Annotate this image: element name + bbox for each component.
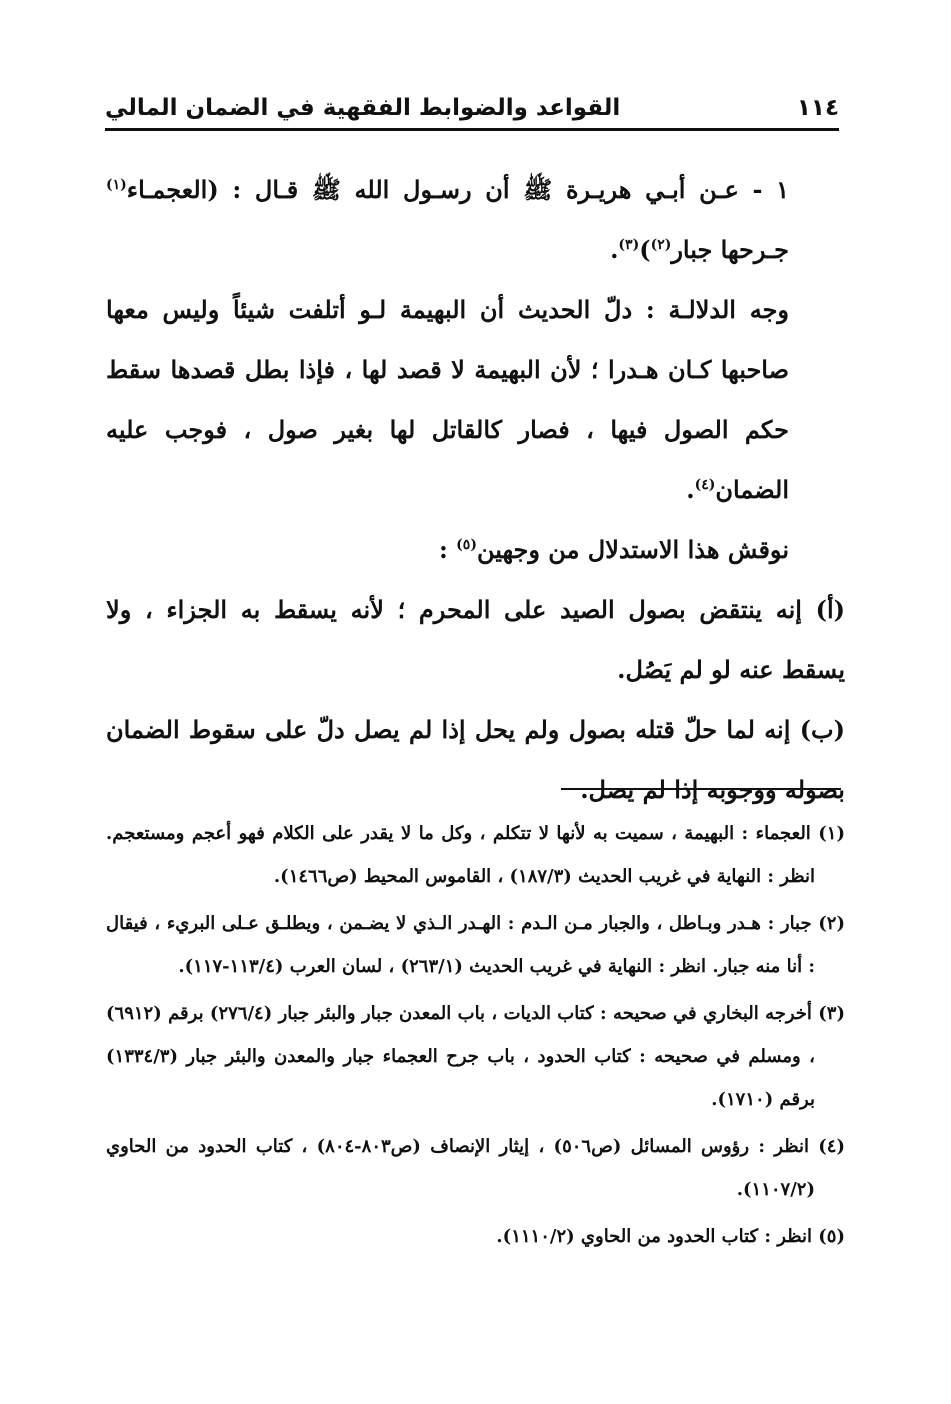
hadith-text-2: جـرحها جبار: [671, 235, 789, 264]
footnote-ref-4: (٤): [694, 477, 716, 493]
evidence-end: .: [686, 475, 695, 504]
hadith-text: ١ - عـن أبـي هريـرة ﷺ أن رسـول الله ﷺ قـال : (العجمـاء: [126, 175, 789, 204]
footnote-ref-3: (٣): [618, 237, 640, 253]
footnotes: [106, 812, 845, 1262]
objection-intro-end: :: [438, 535, 457, 564]
main-text: [106, 160, 845, 820]
evidence-text: وجه الدلالـة : دلّ الحديث أن البهيمة لـو أتلفت شيئاً وليس معها صاحبها كـان هـدرا ؛ لأن البهيمة لا قصد لها ، فإذا بطل قصدها سقط حكم الصول فيها ، فصار كالقاتل لها بغير صول ، فوجب عليه الضمان: [106, 295, 789, 504]
footnote-3: (٣) أخرجه البخاري في صحيحه : كتاب الديات ، باب المعدن جبار والبئر جبار (٢٧٦/٤) برقم (٦٩١٢) ، ومسلم في صحيحه : كتاب الحدود ، باب جرح العجماء جبار والمعدن والبئر جبار (١٣٣٤/٣) برقم (١٧١٠).: [106, 1003, 845, 1110]
header-rule: [105, 128, 839, 131]
footnote-4: (٤) انظر : رؤوس المسائل (ص٥٠٦) ، إيثار الإنصاف (ص٨٠٣-٨٠٤) ، كتاب الحدود من الحاوي (١١٠٧/٢).: [106, 1136, 845, 1200]
footnote-2: (٢) جبار : هـدر وبـاطل ، والجبار مـن الـدم : الهـدر الـذي لا يضـمن ، ويطلـق عـلى البريء ، فيقال : أنا منه جبار. انظر : النهاية في غريب الحديث (٢٦٣/١) ، لسان العرب (١١٣/٤-١١٧).: [106, 913, 845, 977]
objection-b: (ب) إنه لما حلّ قتله بصول ولم يحل إذا لم يصل دلّ على سقوط الضمان بصوله ووجوبه إذا لم يصل.: [106, 715, 845, 804]
evidence-paragraph: [106, 280, 845, 520]
footnote-ref-2: (٢): [650, 237, 672, 253]
hadith-paragraph: [106, 160, 845, 280]
hadith-end: .: [610, 235, 619, 264]
objection-intro-text: نوقش هذا الاستدلال من وجهين: [476, 535, 789, 564]
footnote-1: (١) العجماء : البهيمة ، سميت به لأنها لا تتكلم ، وكل ما لا يقدر على الكلام فهو أعجم ومستعجم. انظر : النهاية في غريب الحديث (١٨٧/٣) ، القاموس المحيط (ص١٤٦٦).: [106, 823, 845, 887]
hadith-close: ): [639, 235, 651, 264]
running-title: القواعد والضوابط الفقهية في الضمان المالي: [105, 95, 621, 121]
footnote-separator: [561, 788, 841, 790]
page-number: ١١٤: [796, 95, 839, 121]
page-header: [105, 92, 839, 124]
objection-intro: [106, 520, 845, 580]
footnote-ref-1: (١): [106, 177, 127, 193]
objection-a: (أ) إنه ينتقض بصول الصيد على المحرم ؛ لأنه يسقط به الجزاء ، ولا يسقط عنه لو لم يَصُل.: [106, 595, 845, 684]
footnote-ref-5: (٥): [456, 537, 477, 553]
footnote-5: (٥) انظر : كتاب الحدود من الحاوي (١١١٠/٢).: [496, 1226, 845, 1247]
